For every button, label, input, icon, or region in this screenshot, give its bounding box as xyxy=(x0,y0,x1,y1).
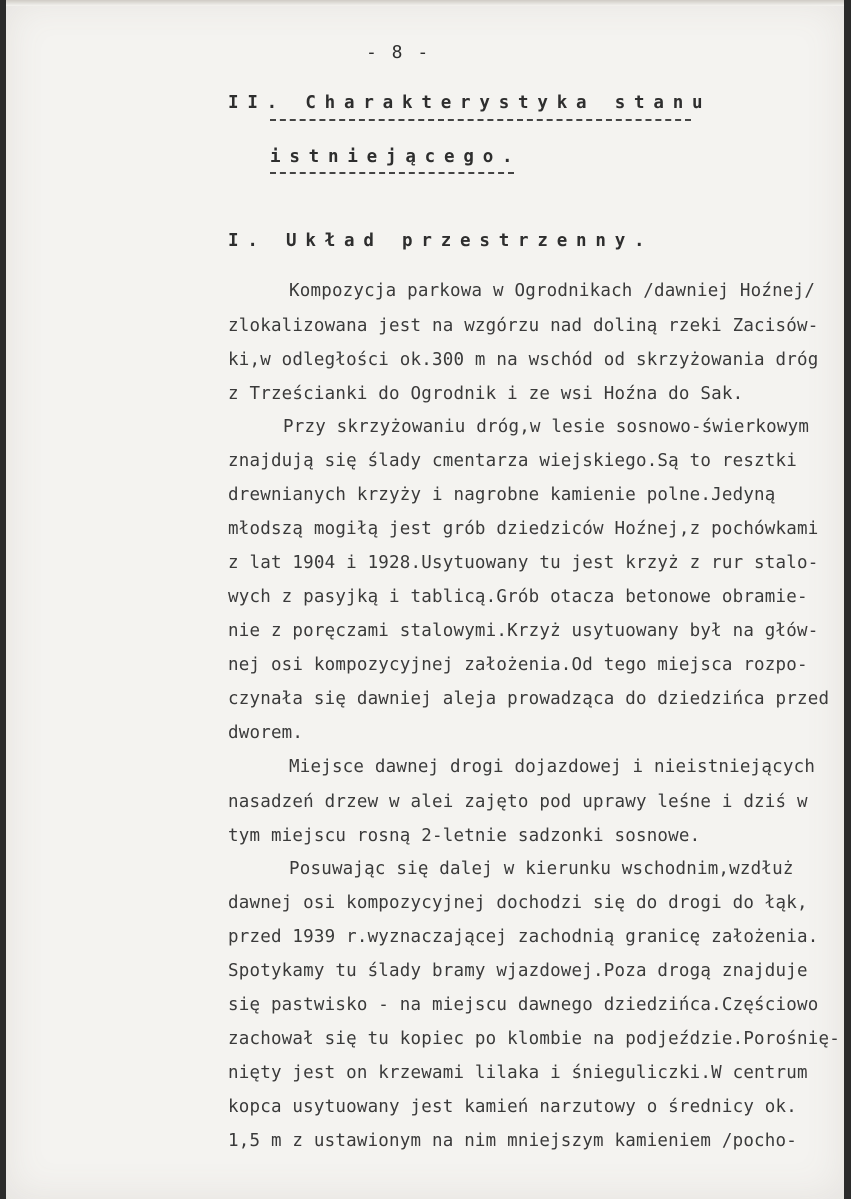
body-line: przed 1939 r.wyznaczającej zachodnią granicę założenia. xyxy=(228,927,819,947)
body-line: wych z pasyjką i tablicą.Grób otacza betonowe obramie- xyxy=(228,587,808,607)
body-line: Posuwając się dalej w kierunku wschodnim,wzdłuż xyxy=(289,859,794,879)
body-line: się pastwisko - na miejscu dawnego dziedzińca.Częściowo xyxy=(228,995,819,1015)
body-line: dworem. xyxy=(228,723,304,743)
section-heading-line-2: istniejącego. xyxy=(270,147,522,167)
body-line: Miejsce dawnej drogi dojazdowej i nieistniejących xyxy=(289,757,816,777)
body-line: drewnianych krzyży i nagrobne kamienie polne.Jedyną xyxy=(228,485,776,505)
body-line: czynała się dawniej aleja prowadząca do dziedzińca przed xyxy=(228,689,830,709)
body-line: znajdują się ślady cmentarza wiejskiego.Są to resztki xyxy=(228,451,798,471)
body-line: nięty jest on krzewami lilaka i śnieguliczki.W centrum xyxy=(228,1063,808,1083)
heading-underline-2 xyxy=(270,172,514,174)
page-top-edge xyxy=(6,0,844,6)
document-page xyxy=(6,0,844,1199)
body-line: nie z poręczami stalowymi.Krzyż usytuowany był na głów- xyxy=(228,621,819,641)
body-line: 1,5 m z ustawionym na nim mniejszym kamieniem /pocho- xyxy=(228,1131,798,1151)
body-line: tym miejscu rosną 2-letnie sadzonki sosnowe. xyxy=(228,826,701,846)
body-line: kopca usytuowany jest kamień narzutowy o średnicy ok. xyxy=(228,1097,798,1117)
body-line: z Trześcianki do Ogrodnik i ze wsi Hoźna do Sak. xyxy=(228,384,744,404)
body-line: zlokalizowana jest na wzgórzu nad doliną rzeki Zacisów- xyxy=(228,316,819,336)
body-line: nasadzeń drzew w alei zajęto pod uprawy leśne i dziś w xyxy=(228,792,808,812)
page-number: - 8 - xyxy=(366,42,431,63)
heading-underline-1 xyxy=(270,119,691,121)
body-line: Kompozycja parkowa w Ogrodnikach /dawniej Hoźnej/ xyxy=(289,281,816,301)
body-line: zachował się tu kopiec po klombie na podjeździe.Porośnię- xyxy=(228,1029,840,1049)
body-line: Przy skrzyżowaniu dróg,w lesie sosnowo-świerkowym xyxy=(283,417,810,437)
body-line: młodszą mogiłą jest grób dziedziców Hoźnej,z pochówkami xyxy=(228,519,819,539)
body-line: dawnej osi kompozycyjnej dochodzi się do drogi do łąk, xyxy=(228,893,808,913)
body-line: z lat 1904 i 1928.Usytuowany tu jest krzyż z rur stalo- xyxy=(228,553,819,573)
subsection-heading: I. Układ przestrzenny. xyxy=(228,231,654,251)
section-heading-line-1: II. Charakterystyka stanu xyxy=(228,93,712,113)
body-line: nej osi kompozycyjnej założenia.Od tego miejsca rozpo- xyxy=(228,655,808,675)
body-line: Spotykamy tu ślady bramy wjazdowej.Poza drogą znajduje xyxy=(228,961,808,981)
body-line: ki,w odległości ok.300 m na wschód od skrzyżowania dróg xyxy=(228,350,819,370)
